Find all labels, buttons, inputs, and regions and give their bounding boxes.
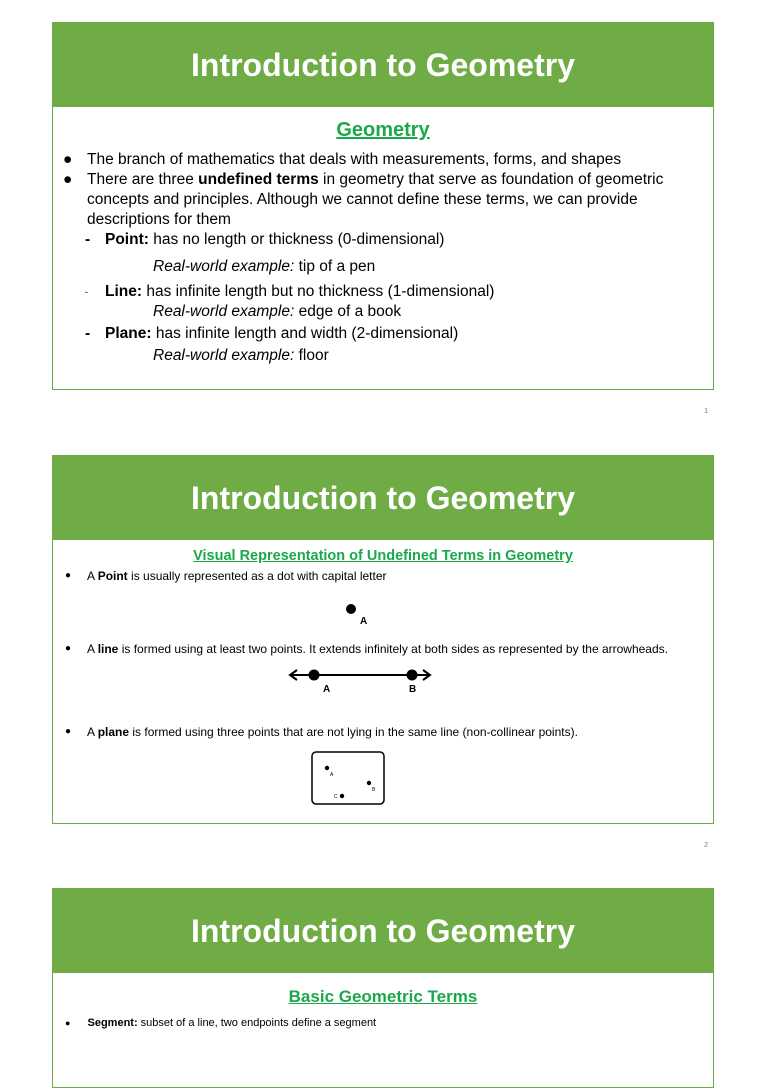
point-label: A xyxy=(360,616,368,627)
slide-2 xyxy=(52,455,714,824)
plane-label-b: B xyxy=(372,787,376,793)
line-label-a: A xyxy=(323,684,331,695)
plane-figure xyxy=(310,750,386,806)
bullet-list xyxy=(53,726,705,738)
plane-label-c: C xyxy=(334,794,338,800)
list-item: ● The branch of mathematics that deals with measurements, forms, and shapes xyxy=(63,151,622,168)
term-line: - Line: has infinite length but no thickness (1-dimensional) Real-world example: edge of a book xyxy=(85,282,713,322)
bullet-list xyxy=(53,570,713,582)
dash-icon: - xyxy=(85,325,91,342)
list-item: ● A line is formed using at least two points. It extends infinitely at both sides as represented by the arrowheads. xyxy=(65,642,668,656)
point-dot xyxy=(346,604,356,614)
page-number: 2 xyxy=(704,842,708,849)
line-figure xyxy=(285,664,435,698)
point-b xyxy=(407,670,418,681)
slide-subtitle: Visual Representation of Undefined Terms in Geometry xyxy=(193,548,573,564)
bullet-list xyxy=(53,643,705,655)
slide-3 xyxy=(52,888,714,1088)
list-item: ● Segment: subset of a line, two endpoints define a segment xyxy=(65,1017,377,1029)
point-figure xyxy=(325,594,375,628)
list-item: ● A plane is formed using three points that are not lying in the same line (non-collinear points). xyxy=(65,725,578,739)
term-example: Real-world example: tip of a pen xyxy=(153,258,376,275)
page-number: 1 xyxy=(704,408,708,415)
slide-1 xyxy=(52,22,714,390)
dash-icon: - xyxy=(85,231,91,248)
term-example: Real-world example: edge of a book xyxy=(153,303,402,320)
terms-list xyxy=(53,230,713,366)
dash-icon: - xyxy=(85,287,88,297)
list-item: ● A Point is usually represented as a dot with capital letter xyxy=(65,569,387,583)
bullet-dot-icon: ● xyxy=(63,151,73,168)
term-plane: - Plane: has infinite length and width (2-dimensional) Real-world example: floor xyxy=(85,324,713,366)
slide-subtitle: Basic Geometric Terms xyxy=(288,987,478,1006)
term-example: Real-world example: floor xyxy=(153,347,329,364)
bullet-list xyxy=(53,150,713,230)
bullet-dot-icon: ● xyxy=(65,726,72,737)
plane-outline xyxy=(312,752,384,804)
slide-title: Introduction to Geometry xyxy=(53,889,713,973)
bullet-dot-icon: ● xyxy=(65,570,72,581)
slide-title: Introduction to Geometry xyxy=(53,456,713,540)
slide-title: Introduction to Geometry xyxy=(53,23,713,107)
point-a xyxy=(309,670,320,681)
term-point: - Point: has no length or thickness (0-dimensional) Real-world example: tip of a pen xyxy=(85,230,713,277)
bullet-dot-icon: ● xyxy=(63,171,73,188)
bullet-dot-icon: ● xyxy=(65,643,72,654)
bullet-dot-icon: ● xyxy=(65,1018,71,1028)
list-item: ● There are three undefined terms in geometry that serve as foundation of geometric concepts and principles. Although we cannot define these terms, we can provide descriptions for them xyxy=(63,171,664,228)
plane-label-a: A xyxy=(330,772,334,778)
slide-subtitle: Geometry xyxy=(336,119,430,141)
line-label-b: B xyxy=(409,684,417,695)
